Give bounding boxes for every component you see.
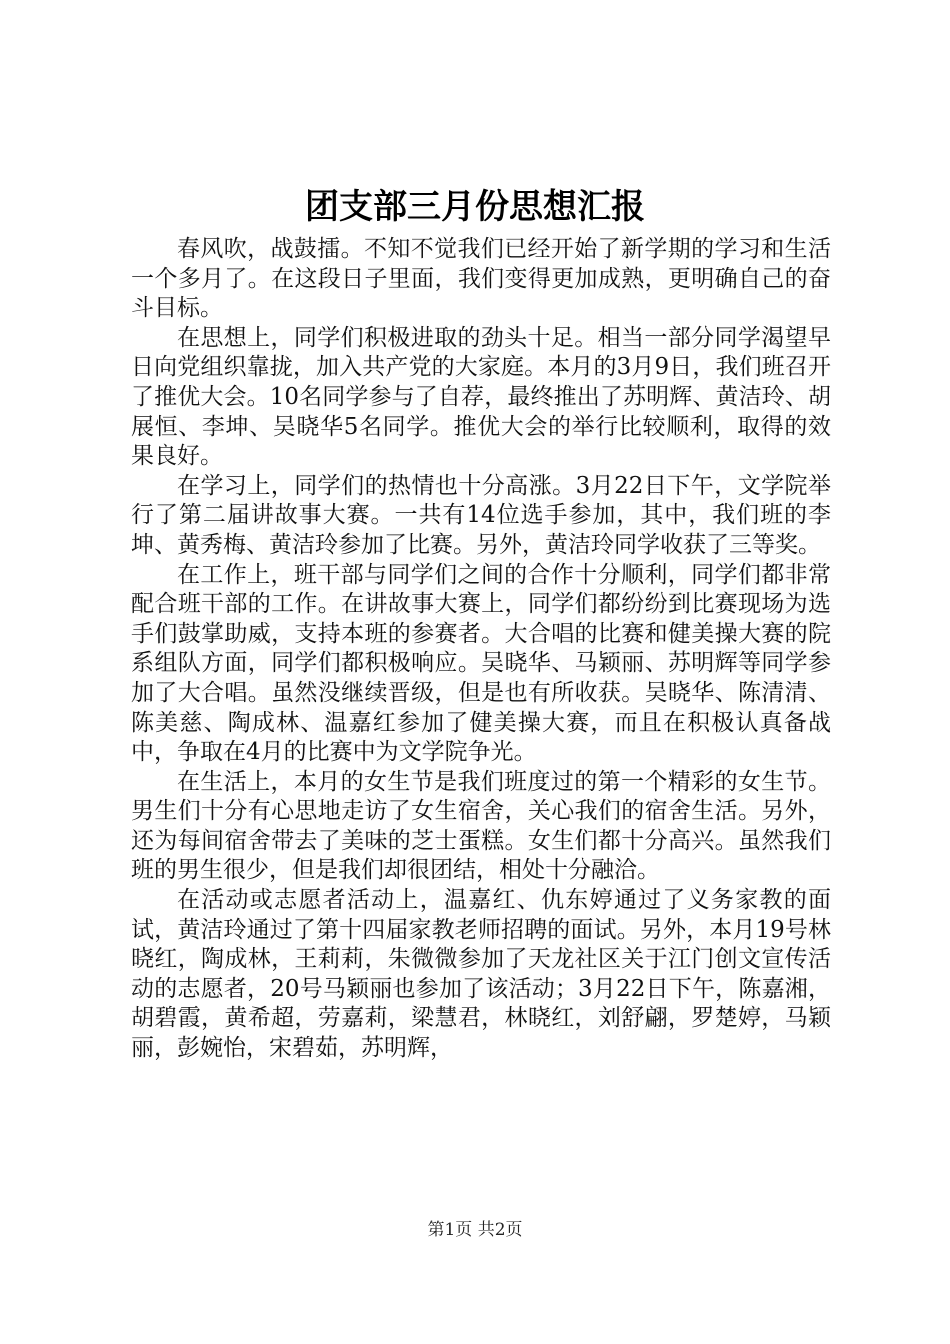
paragraph: 在学习上，同学们的热情也十分高涨。3月22日下午，文学院举行了第二届讲故事大赛。一共有14位选手参加，其中，我们班的李坤、黄秀梅、黄洁玲参加了比赛。另外，黄洁玲同学收获了三等奖。 [131, 472, 831, 558]
paragraph: 在生活上，本月的女生节是我们班度过的第一个精彩的女生节。男生们十分有心思地走访了女生宿舍，关心我们的宿舍生活。另外，还为每间宿舍带去了美味的芝士蛋糕。女生们都十分高兴。虽然我们班的男生很少，但是我们却很团结，相处十分融洽。 [131, 768, 831, 884]
page-number-footer: 第1页 共2页 [427, 1220, 523, 1240]
paragraph: 在工作上，班干部与同学们之间的合作十分顺利，同学们都非常配合班干部的工作。在讲故事大赛上，同学们都纷纷到比赛现场为选手们鼓掌助威，支持本班的参赛者。大合唱的比赛和健美操大赛的院系组队方面，同学们都积极响应。吴晓华、马颖丽、苏明辉等同学参加了大合唱。虽然没继续晋级，但是也有所收获。吴晓华、陈清清、陈美慈、陶成林、温嘉红参加了健美操大赛，而且在积极认真备战中，争取在4月的比赛中为文学院争光。 [131, 561, 831, 766]
paragraph: 在思想上，同学们积极进取的劲头十足。相当一部分同学渴望早日向党组织靠拢，加入共产党的大家庭。本月的3月9日，我们班召开了推优大会。10名同学参与了自荐，最终推出了苏明辉、黄洁玲、胡展恒、李坤、吴晓华5名同学。推优大会的举行比较顺利，取得的效果良好。 [131, 324, 831, 470]
paragraph: 春风吹，战鼓擂。不知不觉我们已经开始了新学期的学习和生活一个多月了。在这段日子里面，我们变得更加成熟，更明确自己的奋斗目标。 [131, 236, 831, 322]
paragraph: 在活动或志愿者活动上，温嘉红、仇东婷通过了义务家教的面试，黄洁玲通过了第十四届家教老师招聘的面试。另外，本月19号林晓红，陶成林，王莉莉，朱微微参加了天龙社区关于江门创文宣传活动的志愿者，20号马颖丽也参加了该活动；3月22日下午，陈嘉湘，胡碧霞，黄希超，劳嘉莉，梁慧君，林晓红，刘舒翩，罗楚婷，马颖丽，彭婉怡，宋碧茹，苏明辉， [131, 887, 831, 1062]
document-title: 团支部三月份思想汇报 [305, 187, 645, 227]
document-body [131, 235, 831, 1064]
